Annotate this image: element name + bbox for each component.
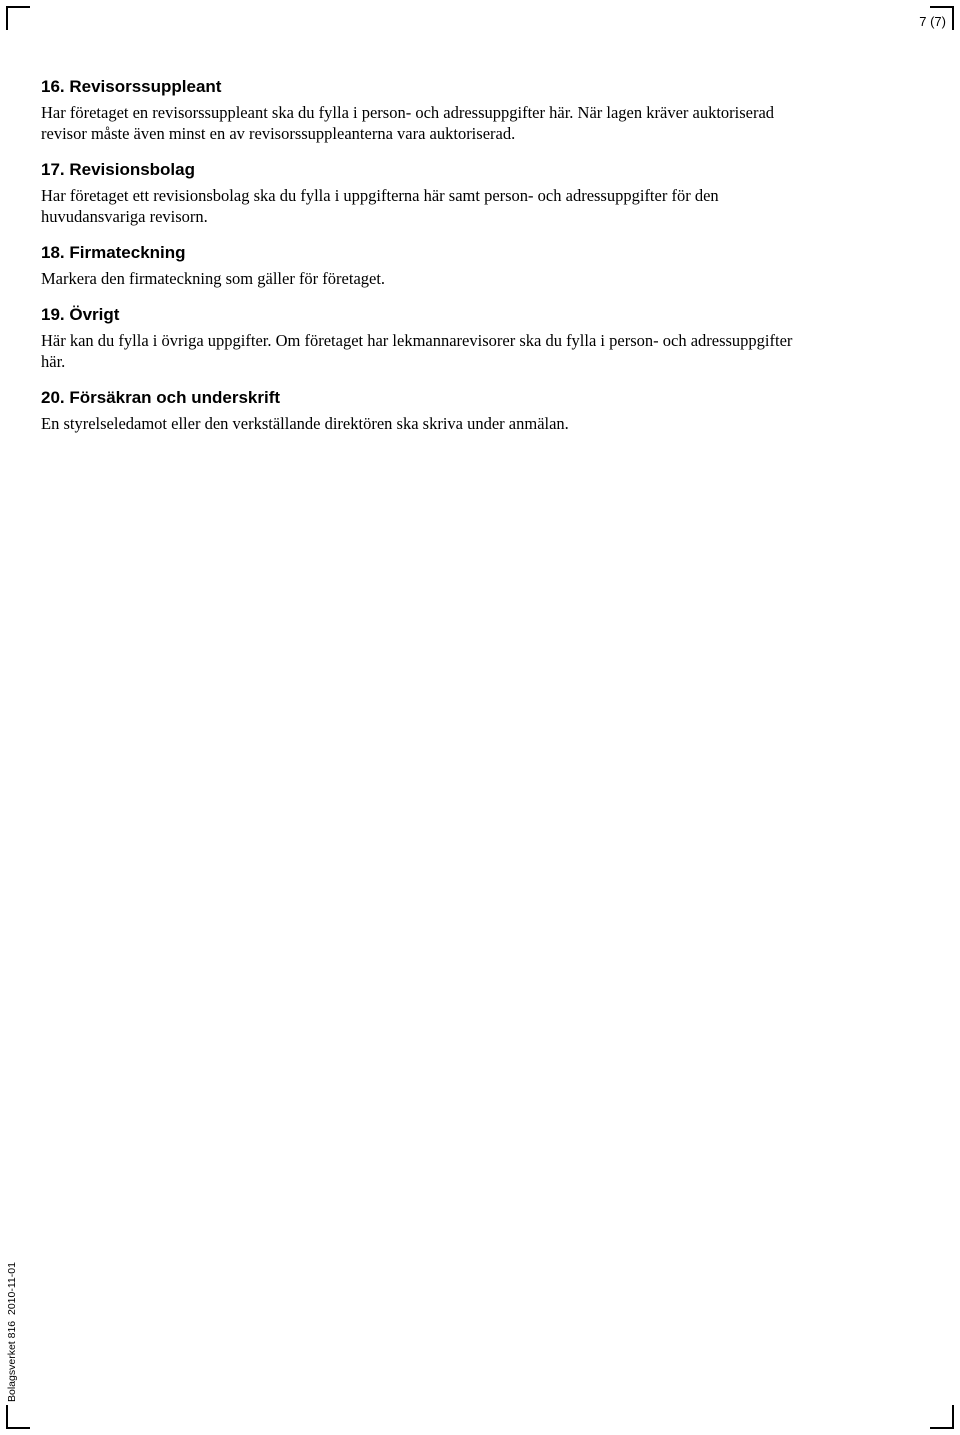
section-forsakran-och-underskrift (41, 387, 801, 434)
section-revisorssuppleant (41, 76, 801, 144)
section-text: Har företaget ett revisionsbolag ska du fylla i uppgifterna här samt person- och adressuppgifter för den huvudansvariga revisorn. (41, 186, 719, 226)
page-number: 7 (7) (919, 14, 946, 29)
crop-mark-bottom-left (6, 1405, 30, 1429)
section-text: En styrelseledamot eller den verkställande direktören ska skriva under anmälan. (41, 414, 569, 433)
section-heading: 17. Revisionsbolag (41, 160, 195, 179)
section-heading: 19. Övrigt (41, 305, 120, 324)
footer-date: 2010-11-01 (6, 1262, 18, 1315)
crop-mark-bottom-right (930, 1405, 954, 1429)
section-revisionsbolag (41, 159, 801, 227)
section-ovrigt (41, 304, 801, 372)
section-heading: 16. Revisorssuppleant (41, 77, 222, 96)
footer-publisher: Bolagsverket 816 (6, 1320, 18, 1402)
footer-form-id (5, 1262, 19, 1402)
section-heading: 18. Firmateckning (41, 243, 186, 262)
section-text: Har företaget en revisorssuppleant ska du fylla i person- och adressuppgifter här. När lagen kräver auktoriserad revisor måste även minst en av revisorssuppleanterna vara auktoriserad. (41, 103, 775, 143)
document-body (41, 76, 801, 449)
crop-mark-top-left (6, 6, 30, 30)
section-text: Här kan du fylla i övriga uppgifter. Om företaget har lekmannarevisorer ska du fylla i person- och adressuppgifter här. (41, 331, 793, 371)
section-heading: 20. Försäkran och underskrift (41, 388, 281, 407)
section-firmateckning (41, 242, 801, 289)
section-text: Markera den firmateckning som gäller för företaget. (41, 269, 386, 288)
